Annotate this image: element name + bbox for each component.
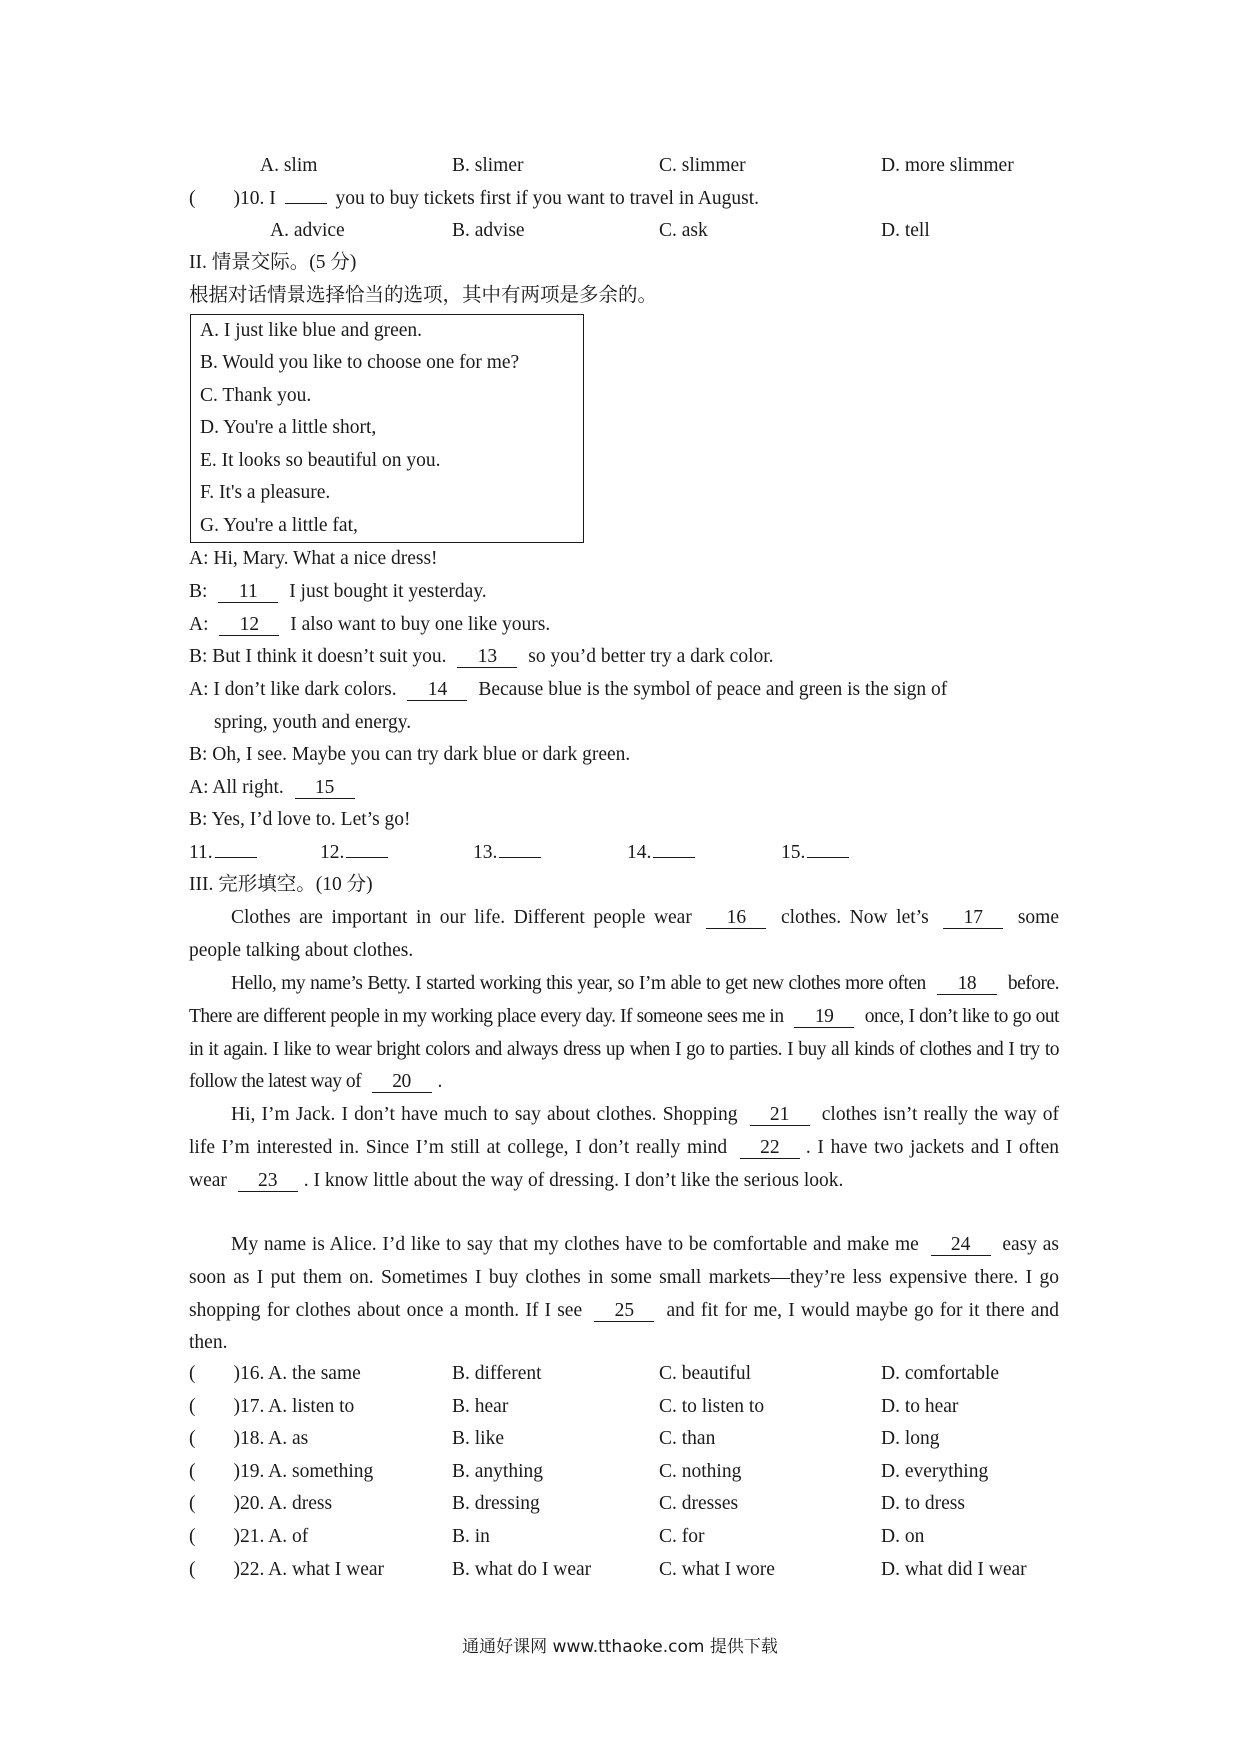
dialogue-line [189, 774, 361, 802]
question-option-d: D. what did I wear [881, 1558, 1027, 1580]
question-stem: )19. A. something [233, 1460, 374, 1482]
answer-label: 12. [320, 842, 345, 863]
cloze-text: clothes isn’t really the way of life I’m interested in. Since I’m still at college, I don’t really mind [189, 1104, 1060, 1158]
question-option-b: B. what do I wear [452, 1558, 592, 1580]
cloze-text: and fit for me, I would maybe go for it there and then. [189, 1299, 1060, 1354]
cloze-blank: 25 [594, 1301, 654, 1322]
question-option-b: B. in [452, 1526, 490, 1547]
question-option-c: C. beautiful [659, 1363, 752, 1384]
q10-option-a: A. advice [270, 220, 345, 241]
q10-stem-post: you to buy tickets first if you want to travel in August. [335, 188, 760, 209]
dialogue-line [189, 643, 774, 671]
answer-slot-11 [189, 839, 257, 867]
cloze-text: some people talking about clothes. [189, 907, 1059, 961]
box-option-f: F. It's a pleasure. [200, 482, 331, 503]
dialogue-text: B: [189, 581, 208, 602]
page-footer: 通通好课网 www.tthaoke.com 提供下载 [462, 1637, 778, 1657]
cloze-blank: 19 [794, 1007, 854, 1028]
question-stem: )21. A. of [233, 1526, 309, 1547]
cloze-blank: 18 [937, 974, 997, 995]
q10-stem-pre: )10. I [233, 188, 276, 209]
question-stem: )17. A. listen to [233, 1395, 355, 1417]
answer-label: 13. [473, 842, 498, 863]
answer-paren: ( [189, 1460, 196, 1482]
dialogue-text: spring, youth and energy. [214, 712, 412, 733]
answer-paren: ( [189, 1428, 196, 1450]
q9-option-a: A. slim [260, 155, 318, 176]
answer-paren: ( [189, 1493, 196, 1515]
cloze-text: before. There are different people in my working place every day. If someone sees me in [189, 973, 1059, 1027]
answer-label: 14. [627, 842, 652, 863]
dialogue-text: B: Yes, I’d love to. Let’s go! [189, 809, 411, 830]
q9-option-d: D. more slimmer [881, 155, 1014, 176]
question-option-d: D. everything [881, 1460, 989, 1482]
cloze-text: My name is Alice. I’d like to say that my clothes have to be comfortable and make me [231, 1234, 919, 1255]
q10-option-c: C. ask [659, 220, 708, 241]
q10-option-b: B. advise [452, 220, 525, 241]
cloze-blank: 17 [943, 908, 1003, 929]
box-option-c: C. Thank you. [200, 385, 312, 406]
question-row [189, 1393, 354, 1421]
section-2-heading: II. 情景交际。(5 分) [189, 252, 357, 273]
q9-option-c: C. slimmer [659, 155, 746, 176]
question-option-c: C. than [659, 1428, 716, 1450]
cloze-blank: 16 [706, 908, 766, 929]
dialogue-text: A: [189, 614, 209, 635]
cloze-text: easy as soon as I put them on. Sometimes I buy clothes in some small markets—they’re less expensive there. I go shopping for clothes about once a month. If I see [189, 1234, 1060, 1321]
dialogue-text: A: Hi, Mary. What a nice dress! [189, 548, 438, 569]
answer-slot-15 [781, 839, 849, 867]
cloze-text: Hello, my name’s Betty. I started working this year, so I’m able to get new clothes more often [231, 973, 926, 994]
box-option-d: D. You're a little short, [200, 417, 377, 438]
dialogue-blank: 14 [407, 680, 467, 701]
cloze-text: . I know little about the way of dressing. I don’t like the serious look. [303, 1169, 844, 1191]
section-3-heading: III. 完形填空。(10 分) [189, 874, 373, 895]
answer-paren: ( [189, 1363, 196, 1384]
dialogue-blank: 12 [219, 615, 279, 636]
dialogue-line [189, 578, 487, 606]
options-box [190, 314, 584, 543]
dialogue-line [189, 611, 550, 639]
question-row [189, 1556, 384, 1584]
q10-blank [285, 185, 327, 204]
question-stem: )18. A. as [233, 1428, 309, 1450]
cloze-text: . [437, 1071, 442, 1093]
dialogue-blank: 13 [457, 647, 517, 668]
answer-label: 15. [781, 842, 806, 863]
cloze-text: clothes. Now let’s [780, 907, 929, 928]
answer-slot-13 [473, 839, 541, 867]
cloze-paragraph-3 [189, 1099, 1059, 1197]
dialogue-line [189, 806, 411, 834]
cloze-blank: 24 [931, 1235, 991, 1256]
cloze-blank: 21 [750, 1105, 810, 1126]
dialogue-line [189, 545, 438, 573]
dialogue-text: so you’d better try a dark color. [528, 646, 774, 667]
question-stem: )22. A. what I wear [233, 1558, 385, 1580]
cloze-blank: 22 [740, 1138, 800, 1159]
dialogue-text: Because blue is the symbol of peace and green is the sign of [478, 679, 948, 700]
question-row [189, 1360, 361, 1388]
dialogue-text: A: I don’t like dark colors. [189, 679, 397, 700]
question-option-d: D. long [881, 1428, 940, 1450]
question-option-d: D. to hear [881, 1395, 959, 1417]
box-option-b: B. Would you like to choose one for me? [200, 352, 520, 373]
dialogue-blank: 11 [218, 582, 278, 603]
cloze-text: . I have two jackets and I often wear [189, 1136, 1059, 1191]
dialogue-line [214, 709, 411, 737]
dialogue-text: B: Oh, I see. Maybe you can try dark blue or dark green. [189, 744, 631, 765]
q10-option-d: D. tell [881, 220, 930, 241]
box-option-e: E. It looks so beautiful on you. [200, 450, 441, 471]
dialogue-blank: 15 [295, 778, 355, 799]
section-2-instruction: 根据对话情景选择恰当的选项，其中有两项是多余的。 [189, 285, 658, 306]
answer-paren: ( [189, 1558, 196, 1580]
question-option-d: D. comfortable [881, 1363, 1000, 1384]
cloze-blank: 23 [238, 1171, 298, 1192]
dialogue-text: B: But I think it doesn’t suit you. [189, 646, 447, 667]
cloze-paragraph-2 [189, 968, 1059, 1099]
question-row [189, 1523, 308, 1551]
cloze-paragraph-4 [189, 1229, 1059, 1360]
cloze-paragraph-1 [189, 902, 1059, 968]
dialogue-text: I just bought it yesterday. [289, 581, 487, 602]
question-option-c: C. nothing [659, 1460, 742, 1482]
question-option-b: B. like [452, 1428, 504, 1450]
question-option-c: C. to listen to [659, 1395, 765, 1417]
answer-slot-12 [320, 839, 388, 867]
question-option-b: B. hear [452, 1395, 509, 1417]
answer-slot-14 [627, 839, 695, 867]
dialogue-line [189, 676, 947, 704]
answer-paren: ( [189, 188, 196, 209]
question-row [189, 1425, 308, 1453]
question-stem: )20. A. dress [233, 1493, 333, 1515]
box-option-g: G. You're a little fat, [200, 515, 358, 536]
question-option-d: D. on [881, 1526, 925, 1547]
question-option-c: C. for [659, 1526, 705, 1547]
question-row [189, 1490, 332, 1518]
box-option-a: A. I just like blue and green. [200, 320, 423, 341]
question-option-b: B. dressing [452, 1493, 540, 1515]
question-row [189, 1458, 373, 1486]
answer-paren: ( [189, 1395, 196, 1417]
question-option-d: D. to dress [881, 1493, 965, 1515]
dialogue-text: A: All right. [189, 777, 284, 798]
answer-paren: ( [189, 1526, 196, 1547]
question-stem: )16. A. the same [233, 1363, 361, 1384]
question-option-c: C. what I wore [659, 1558, 775, 1580]
cloze-text: Clothes are important in our life. Different people wear [231, 907, 692, 928]
q9-option-b: B. slimer [452, 155, 524, 176]
question-option-c: C. dresses [659, 1493, 739, 1515]
cloze-text: once, I don’t like to go out in it again. I like to wear bright colors and always dress up when I go to parties. I buy all kinds of clothes and I try to follow the latest way of [189, 1005, 1059, 1093]
question-10 [189, 185, 759, 213]
cloze-text: Hi, I’m Jack. I don’t have much to say about clothes. Shopping [231, 1104, 738, 1125]
cloze-blank: 20 [372, 1072, 432, 1093]
answer-label: 11. [189, 842, 213, 863]
question-option-b: B. anything [452, 1460, 543, 1482]
dialogue-line [189, 741, 630, 769]
question-option-b: B. different [452, 1363, 542, 1384]
dialogue-text: I also want to buy one like yours. [290, 614, 551, 635]
